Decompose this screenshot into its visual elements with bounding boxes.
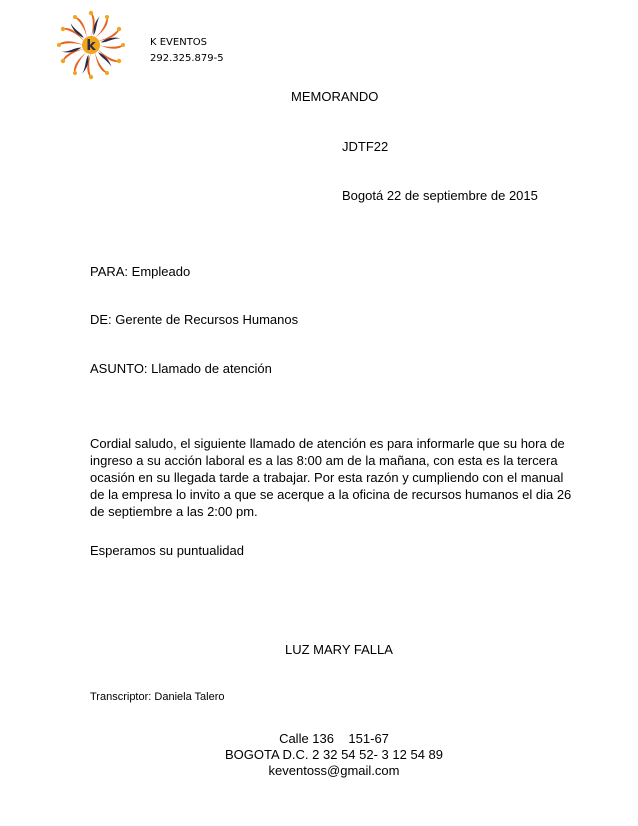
memo-reference-code: JDTF22 xyxy=(342,139,389,154)
memo-date: Bogotá 22 de septiembre de 2015 xyxy=(342,188,538,203)
logo-letter: k xyxy=(86,38,96,54)
memo-sender: DE: Gerente de Recursos Humanos xyxy=(90,312,299,327)
memo-signature: LUZ MARY FALLA xyxy=(285,642,393,657)
memo-subject: ASUNTO: Llamado de atención xyxy=(90,361,272,376)
memo-closing: Esperamos su puntualidad xyxy=(90,543,244,558)
memo-body: Cordial saludo, el siguiente llamado de atención es para informarle que su hora de ingreso a su acción laboral es a las 8:00 am de la mañana, con esta es la tercera ocasión en su llegada tarde a trabajar. Por esta razón y cumpliendo con el manual de la empresa lo invito a que se acerque a la oficina de recursos humanos el dia 26 de septiembre a las 2:00 pm. xyxy=(90,436,572,519)
memo-transcriber: Transcriptor: Daniela Talero xyxy=(90,691,225,703)
memo-recipient: PARA: Empleado xyxy=(90,264,191,279)
company-name: K EVENTOS xyxy=(150,37,208,48)
memo-title: MEMORANDO xyxy=(291,89,379,104)
company-logo-icon xyxy=(56,8,126,80)
footer-email: keventoss@gmail.com xyxy=(268,763,400,778)
footer xyxy=(0,731,638,779)
footer-address: Calle 136 151-67 xyxy=(279,731,389,746)
footer-phones: BOGOTA D.C. 2 32 54 52- 3 12 54 89 xyxy=(225,747,443,762)
company-nit: 292.325.879-5 xyxy=(150,53,224,64)
